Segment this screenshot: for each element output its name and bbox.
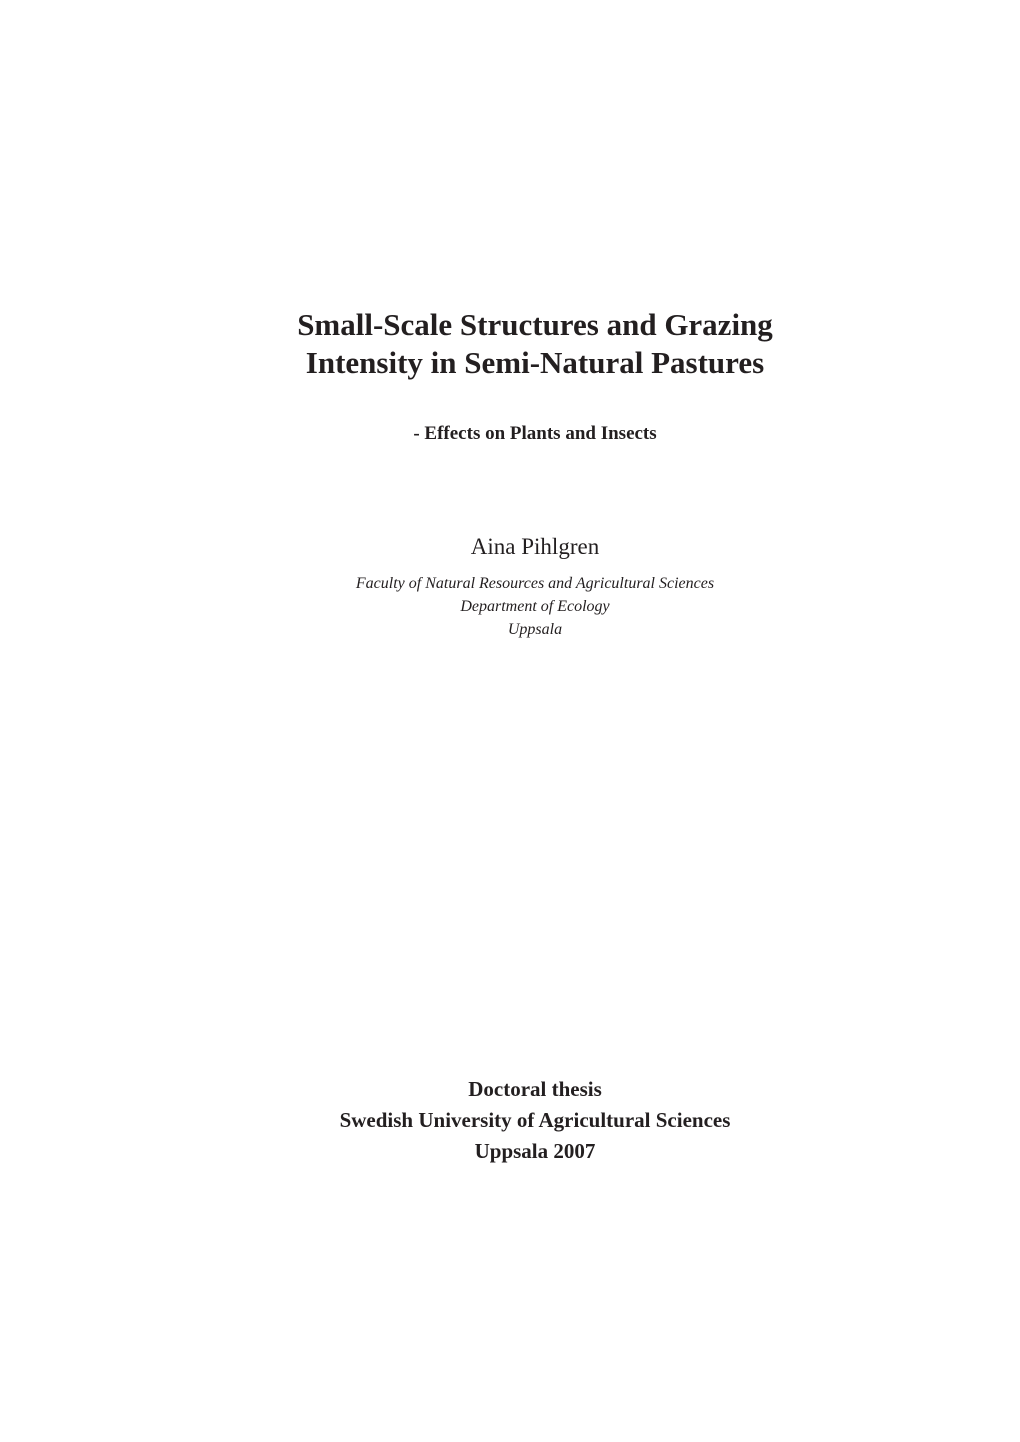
thesis-university: Swedish University of Agricultural Sciences: [339, 1108, 731, 1132]
thesis-place-year: Uppsala 2007: [474, 1139, 596, 1163]
thesis-type: Doctoral thesis: [468, 1077, 602, 1101]
thesis-subtitle: - Effects on Plants and Insects: [413, 423, 657, 444]
thesis-title: [0, 306, 1020, 382]
thesis-title-line-2: Intensity in Semi-Natural Pastures: [305, 345, 765, 380]
author-affiliation: [0, 572, 1020, 641]
affiliation-faculty: Faculty of Natural Resources and Agricultural Sciences: [355, 575, 715, 592]
affiliation-city: Uppsala: [507, 621, 563, 638]
thesis-info: [0, 1074, 1020, 1167]
author-name: Aina Pihlgren: [470, 534, 600, 559]
affiliation-department: Department of Ecology: [460, 598, 610, 615]
thesis-title-line-1: Small-Scale Structures and Grazing: [297, 307, 773, 342]
